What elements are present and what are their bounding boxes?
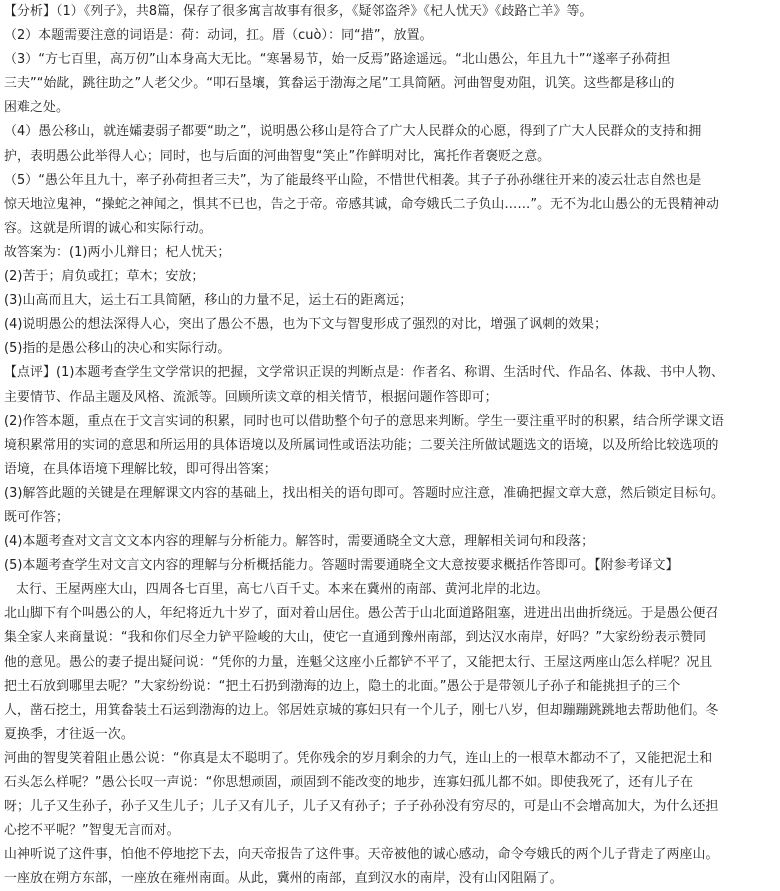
text-line: （2）本题需要注意的词语是：荷：动词，扛。厝（cuò）：同“措”，放置。 — [4, 28, 433, 44]
text-line: (5)指的是愚公移山的决心和实际行动。 — [4, 341, 231, 357]
text-line: 既可作答； — [4, 509, 69, 525]
text-line: 语境，在具体语境下理解比较，即可得出答案； — [4, 461, 277, 477]
text-line: 呀；儿子又生孙子，孙子又生儿子；儿子又有儿子，儿子又有孙子；子子孙孙没有穷尽的，可是山不会增高加大，为什么还担 — [4, 799, 719, 815]
text-line: 北山脚下有个叫愚公的人，年纪将近九十岁了，面对着山居住。愚公苦于山北面道路阻塞，进进出出曲折绕远。于是愚公便召 — [4, 606, 719, 622]
text-line: 把土石放到哪里去呢？”大家纷纷说：“把土石扔到渤海的边上，隐土的北面。”愚公于是带领儿子孙子和能挑担子的三个 — [4, 678, 681, 694]
text-line: 境积累常用的实词的意思和所运用的具体语境以及所属词性或语法功能；二要关注所做试题选文的语境，以及所给比较选项的 — [4, 437, 719, 453]
text-line: 人，凿石挖土，用箕畚装土石运到渤海的边上。邻居姓京城的寡妇只有一个儿子，刚七八岁，但却蹦蹦跳跳地去帮助他们。冬 — [4, 702, 719, 718]
text-line: 山神听说了这件事，怕他不停地挖下去，向天帝报告了这件事。天帝被他的诚心感动，命令夸娥氏的两个儿子背走了两座山。 — [4, 847, 719, 863]
text-line: （5）“愚公年且九十，率子孙荷担者三夫”，为了能最终平山险，不惜世代相袭。其子子孙孙继往开来的凌云壮志自然也是 — [4, 172, 702, 188]
text-line: 他的意见。愚公的妻子提出疑问说：“凭你的力量，连魁父这座小丘都铲不平了，又能把太行、王屋这两座山怎么样呢？况且 — [4, 654, 713, 670]
text-line: (5)本题考查学生对文言文内容的理解与分析概括能力。答题时需要通晓全文大意按要求概括作答即可。【附参考译文】 — [4, 558, 679, 574]
text-line: (2)作答本题，重点在于文言实词的积累，同时也可以借助整个句子的意思来判断。学生一要注重平时的积累，结合所学课文语 — [4, 413, 725, 429]
text-line: 夏换季，才往返一次。 — [4, 726, 134, 742]
text-line: 石头怎么样呢？”愚公长叹一声说：“你思想顽固，顽固到不能改变的地步，连寡妇孤儿都不如。即使我死了，还有儿子在 — [4, 775, 694, 790]
text-line: 集全家人来商量说：“我和你们尽全力铲平险峻的大山，使它一直通到豫州南部，到达汉水南岸，好吗？”大家纷纷表示赞同 — [4, 630, 707, 646]
text-line: (2)苦于；肩负或扛；草木；安放； — [4, 269, 205, 285]
text-line: 故答案为：(1)两小儿辩日；杞人忧天； — [4, 244, 231, 260]
text-line: 心挖不平呢？”智叟无言而对。 — [4, 823, 180, 839]
text-line: 主要情节、作品主题及风格、流派等。回顾所读文章的相关情节，根据问题作答即可； — [4, 389, 498, 405]
text-line: 【点评】(1)本题考查学生文学常识的把握，文学常识正误的判断点是：作者名、称谓、生活时代、作品名、体裁、书中人物、 — [4, 365, 725, 381]
text-line: 太行、王屋两座大山，四周各七百里，高七八百千丈。本来在冀州的南部、黄河北岸的北边。 — [16, 582, 549, 598]
text-line: 【分析】（1）《列子》，共8篇，保存了很多寓言故事有很多，《疑邻盗斧》《杞人忧天》《歧路亡羊》等。 — [4, 4, 593, 19]
text-line: 一座放在朔方东部，一座放在雍州南面。从此，冀州的南部，直到汉水的南岸，没有山冈阻隔了。 — [4, 871, 563, 887]
text-line: （3）“方七百里，高万仞”山本身高大无比。“寒暑易节，始一反焉”路途遥远。“北山愚公，年且九十”“遂率子孙荷担 — [4, 52, 671, 68]
text-line: 困难之处。 — [4, 100, 69, 116]
text-line: (4)本题考查对文言文文本内容的理解与分析能力。解答时，需要通晓全文大意，理解相关词句和段落； — [4, 534, 595, 550]
text-line: 惊天地泣鬼神，“操蛇之神闻之，惧其不已也，告之于帝。帝感其诚，命夸娥氏二子负山……”。无不为北山愚公的无畏精神动 — [4, 196, 720, 212]
text-line: 河曲的智叟笑着阻止愚公说：“你真是太不聪明了。凭你残余的岁月剩余的力气，连山上的一根草木都动不了，又能把泥土和 — [4, 750, 713, 766]
text-line: （4）愚公移山，就连孀妻弱子都要“助之”，说明愚公移山是符合了广大人民群众的心愿，得到了广大人民群众的支持和拥 — [4, 124, 702, 140]
text-line: 容。这就是所谓的诚心和实际行动。 — [4, 220, 212, 236]
text-line: (3)山高而且大，运土石工具简陋，移山的力量不足，运土石的距离远； — [4, 293, 413, 309]
text-line: (3)解答此题的关键是在理解课文内容的基础上，找出相关的语句即可。答题时应注意，准确把握文章大意，然后锁定目标句。 — [4, 485, 725, 501]
text-line: (4)说明愚公的想法深得人心，突出了愚公不愚，也为下文与智叟形成了强烈的对比，增强了讽刺的效果； — [4, 317, 608, 333]
text-line: 三夫”“始龀，跳往助之”人老父少。“叩石垦壤，箕畚运于渤海之尾”工具简陋。河曲智叟劝阻，讥笑。这些都是移山的 — [4, 76, 675, 92]
text-line: 护，表明愚公此举得人心；同时，也与后面的河曲智叟“笑止”作鲜明对比，寓托作者褒贬之意。 — [4, 148, 551, 164]
